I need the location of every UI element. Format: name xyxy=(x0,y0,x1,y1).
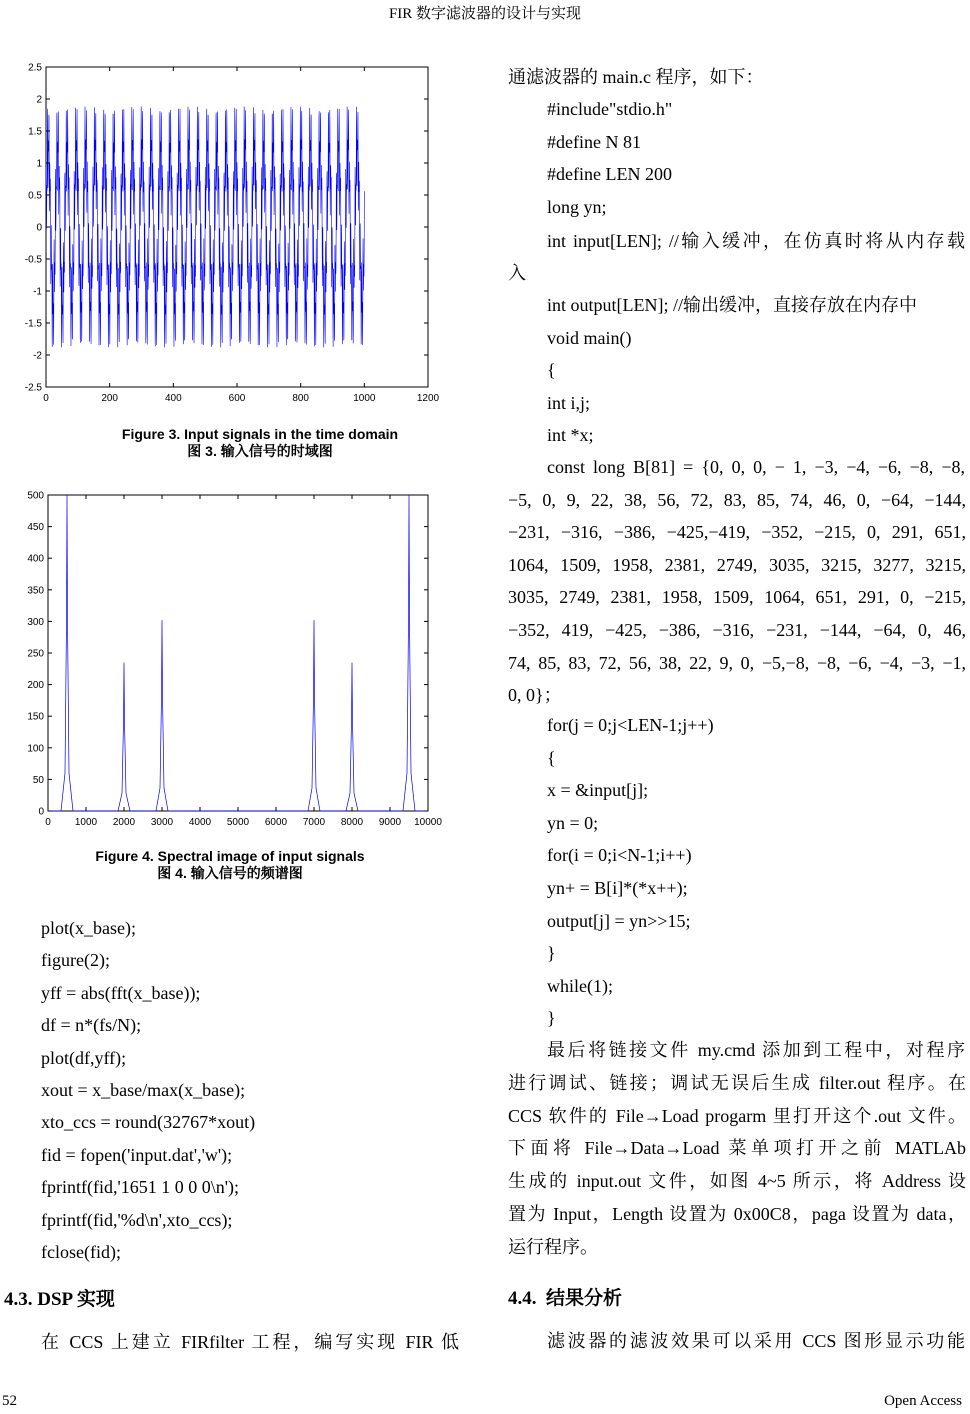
code-line: for(i = 0;i<N-1;i++) xyxy=(547,845,692,866)
y-tick-label: 2 xyxy=(36,94,42,106)
x-tick-label: 1000 xyxy=(74,817,98,828)
code-line: xout = x_base/max(x_base); xyxy=(41,1080,246,1100)
y-tick-label: 400 xyxy=(27,553,44,565)
coefficient-line: 0, 0}； xyxy=(508,685,562,706)
code-line: output[j] = yn>>15; xyxy=(547,910,691,931)
right-last-line: 滤波器的滤波效果可以采用 CCS 图形显示功能 xyxy=(547,1331,965,1351)
y-tick-label: -1 xyxy=(33,286,42,298)
x-tick-label: 8000 xyxy=(340,817,364,828)
paragraph-line: 运行程序。 xyxy=(508,1236,598,1257)
code-line: int i,j; xyxy=(547,392,591,413)
x-tick-label: 600 xyxy=(228,393,246,404)
coefficient-line: −352, 419, −425, −386, −316, −231, −144, −64, 0, 46, xyxy=(508,620,966,640)
spectrum-series xyxy=(48,495,428,811)
page-number: 52 xyxy=(2,1393,17,1409)
code-line: } xyxy=(547,943,556,964)
code-line: fprintf(fid,'%d\n',xto_ccs); xyxy=(41,1209,233,1230)
y-tick-label: -2 xyxy=(33,350,42,362)
y-tick-label: 350 xyxy=(27,585,44,597)
y-tick-label: 500 xyxy=(27,490,44,502)
x-tick-label: 200 xyxy=(101,393,119,404)
code-line: x = &input[j]; xyxy=(547,780,649,801)
x-tick-label: 2000 xyxy=(112,817,136,828)
coefficient-line: 3035, 2749, 2381, 1958, 1509, 1064, 651, 291, 0, −215, xyxy=(508,587,966,608)
code-line: #define N 81 xyxy=(547,131,641,152)
code-line: int *x; xyxy=(547,425,594,446)
code-line: int output[LEN]; //输出缓冲，直接存放在内存中 xyxy=(547,295,917,315)
y-tick-label: 50 xyxy=(32,774,44,786)
figure-3-time-domain-chart xyxy=(0,55,470,415)
figure-4-spectrum-chart xyxy=(0,485,470,835)
section-4-4-heading: 4.4. 结果分析 xyxy=(508,1288,623,1309)
code-line: fid = fopen('input.dat','w'); xyxy=(41,1144,233,1165)
x-tick-label: 9000 xyxy=(378,817,402,828)
x-tick-label: 0 xyxy=(43,393,49,404)
coefficient-line: −5, 0, 9, 22, 38, 56, 72, 83, 85, 74, 46, 0, −64, −144, xyxy=(508,489,966,510)
code-line: plot(x_base); xyxy=(41,918,136,938)
x-tick-label: 800 xyxy=(292,393,310,404)
code-line: figure(2); xyxy=(41,950,110,971)
paragraph-line: 最后将链接文件 my.cmd 添加到工程中，对程序 xyxy=(547,1040,965,1060)
code-line: } xyxy=(547,1008,556,1029)
code-line: fclose(fid); xyxy=(41,1242,121,1262)
code-line: xto_ccs = round(32767*xout) xyxy=(41,1112,256,1133)
y-tick-label: 450 xyxy=(27,522,44,534)
y-tick-label: 1.5 xyxy=(28,126,42,138)
coefficient-line: 74, 85, 83, 72, 56, 38, 22, 9, 0, −5,−8, −8, −6, −4, −3, −1, xyxy=(508,652,966,673)
y-tick-label: -1.5 xyxy=(24,318,42,330)
y-tick-label: 0.5 xyxy=(28,190,42,202)
figure-4-caption-en: Figure 4. Spectral image of input signals xyxy=(95,848,365,864)
right-intro: 通滤波器的 main.c 程序，如下： xyxy=(508,67,764,87)
paragraph-line: 下面将 File→Data→Load 菜单项打开之前 MATLAb xyxy=(508,1138,966,1159)
section-4-3-heading: 4.3. DSP 实现 xyxy=(4,1289,115,1310)
code-line: #include"stdio.h" xyxy=(547,99,673,119)
y-tick-label: 0 xyxy=(36,222,42,234)
code-line: plot(df,yff); xyxy=(41,1047,127,1068)
y-tick-label: 2.5 xyxy=(28,62,42,74)
code-line: fprintf(fid,'1651 1 0 0 0\n'); xyxy=(41,1177,239,1198)
paragraph-line: CCS 软件的 File→Load progarm 里打开这个.out 文件。 xyxy=(508,1105,966,1126)
paragraph-line: 进行调试、链接；调试无误后生成 filter.out 程序。在 xyxy=(508,1072,966,1093)
code-line: #define LEN 200 xyxy=(547,164,672,185)
running-header: FIR 数字滤波器的设计与实现 xyxy=(388,6,582,22)
y-tick-label: 200 xyxy=(27,680,44,692)
y-tick-label: -2.5 xyxy=(24,382,42,394)
y-tick-label: -0.5 xyxy=(24,254,42,266)
code-line: for(j = 0;j<LEN-1;j++) xyxy=(547,715,714,735)
x-tick-label: 0 xyxy=(45,817,51,828)
y-tick-label: 150 xyxy=(27,711,44,723)
x-tick-label: 5000 xyxy=(226,817,250,828)
code-line: df = n*(fs/N); xyxy=(41,1015,142,1036)
x-tick-label: 3000 xyxy=(150,817,174,828)
code-line: { xyxy=(547,360,556,381)
figure-3-caption-en: Figure 3. Input signals in the time domain xyxy=(121,426,399,442)
time-signal-series xyxy=(46,107,364,348)
code-line: long yn; xyxy=(547,196,607,217)
x-tick-label: 7000 xyxy=(302,817,326,828)
coefficient-line: const long B[81] = {0, 0, 0, − 1, −3, −4, −6, −8, −8, xyxy=(547,457,965,477)
code-line: { xyxy=(547,747,556,768)
x-tick-label: 6000 xyxy=(264,817,288,828)
code-line: yn+ = B[i]*(*x++); xyxy=(547,878,688,898)
x-tick-label: 4000 xyxy=(188,817,212,828)
code-line: yn = 0; xyxy=(547,812,599,833)
figure-3-caption-cn: 图 3. 输入信号的时域图 xyxy=(187,443,333,459)
y-tick-label: 1 xyxy=(36,158,42,170)
plot-frame xyxy=(48,495,428,811)
coefficient-line: −231, −316, −386, −425,−419, −352, −215, 0, 291, 651, xyxy=(508,522,966,543)
x-tick-label: 1200 xyxy=(416,393,440,404)
y-tick-label: 100 xyxy=(27,743,44,755)
code-line: while(1); xyxy=(547,975,613,996)
code-line: void main() xyxy=(547,327,632,348)
journal-footer: Open Access xyxy=(884,1393,962,1409)
coefficient-line: 1064, 1509, 1958, 2381, 2749, 3035, 3215, 3277, 3215, xyxy=(508,554,966,575)
figure-4-caption-cn: 图 4. 输入信号的频谱图 xyxy=(157,865,303,881)
y-tick-label: 250 xyxy=(27,648,44,660)
x-tick-label: 1000 xyxy=(353,393,376,404)
x-tick-label: 10000 xyxy=(414,817,442,828)
y-tick-label: 300 xyxy=(27,616,44,628)
x-tick-label: 400 xyxy=(164,393,182,404)
code-line: yff = abs(fft(x_base)); xyxy=(41,982,201,1003)
left-paragraph: 在 CCS 上建立 FIRfilter 工程，编写实现 FIR 低 xyxy=(41,1332,459,1352)
plot-frame xyxy=(46,67,428,387)
paragraph-line: 置为 Input，Length 设置为 0x00C8，paga 设置为 data， xyxy=(508,1204,966,1224)
paragraph-line: 生成的 input.out 文件，如图 4~5 所示，将 Address 设 xyxy=(508,1171,966,1192)
input-decl-wrap: 入 xyxy=(508,263,526,283)
input-decl-line: int input[LEN]; //输入缓冲，在仿真时将从内存载 xyxy=(547,231,965,251)
y-tick-label: 0 xyxy=(38,806,44,818)
